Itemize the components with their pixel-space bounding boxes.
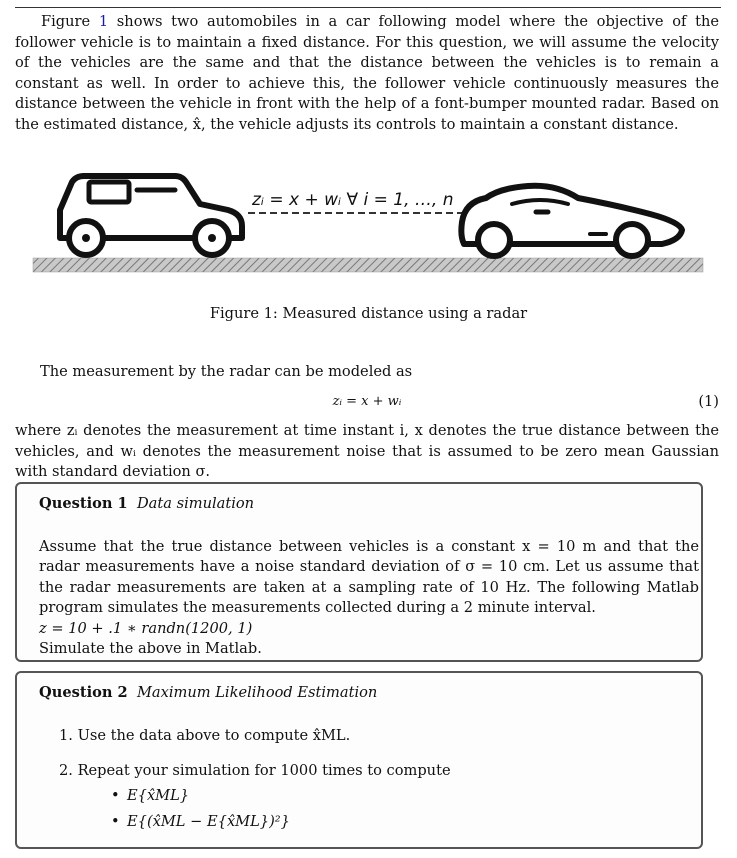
where-paragraph <box>15 421 719 483</box>
equation-row <box>15 392 719 412</box>
measurement-label: zᵢ = x + wᵢ ∀ i = 1, …, n <box>252 190 454 210</box>
question-1-instruction: Simulate the above in Matlab. <box>39 640 262 657</box>
car-following-illustration <box>0 160 737 280</box>
question-2-list <box>39 726 701 833</box>
follower-car-icon <box>60 176 242 255</box>
ground-hatch <box>33 258 703 272</box>
question-2-heading <box>39 683 701 704</box>
question-2-title: Maximum Likelihood Estimation <box>136 684 378 701</box>
question-2-item-1: 1. Use the data above to compute x̂ML. <box>59 726 351 744</box>
expectation-bullets <box>59 786 701 833</box>
figure-1 <box>0 160 737 280</box>
where-text: where zᵢ denotes the measurement at time instant i, x denotes the true distance between the vehicles, and wᵢ denotes the measurement noise that is assumed to be zero mean Gaussian with standard deviation σ. <box>15 422 719 480</box>
question-1-box <box>15 482 703 662</box>
intro-text-start: Figure <box>41 13 99 30</box>
question-1-body <box>39 537 699 660</box>
model-intro-text: The measurement by the radar can be modeled as <box>40 363 413 380</box>
equation-number: (1) <box>698 393 719 410</box>
question-1-description: Assume that the true distance between vehicles is a constant x = 10 m and that the radar measurements have a noise standard deviation of σ = 10 cm. Let us assume that the radar measurements are taken at a sampling rate of 10 Hz. The following Matlab program simulates the measurements collected during a 2 minute interval. <box>39 537 699 616</box>
equation-1: zᵢ = x + wᵢ <box>332 394 402 409</box>
bullet-expected-value: • E{x̂ML} <box>127 786 701 807</box>
question-1-label: Question 1 <box>39 495 128 512</box>
question-2-box <box>15 671 703 849</box>
question-1-title: Data simulation <box>136 495 255 512</box>
question-2-item-2 <box>59 761 701 833</box>
question-2-item-2-text: 2. Repeat your simulation for 1000 times to compute <box>59 762 451 779</box>
leader-car-icon <box>461 186 682 256</box>
bullet-variance: • E{(x̂ML − E{x̂ML})²} <box>127 812 701 833</box>
figure-reference-link[interactable]: 1 <box>98 13 109 30</box>
question-1-heading <box>39 494 701 515</box>
matlab-code-line: z = 10 + .1 ∗ randn(1200, 1) <box>39 619 253 637</box>
question-2-label: Question 2 <box>39 684 128 701</box>
intro-text-rest: shows two automobiles in a car following model where the objective of the follower vehicle is to maintain a fixed distance. For this question, we will assume the velocity of the vehicles are the same and that the distance between the vehicles is to remain a constant as well. In order to achieve this, the follower vehicle continuously measures the distance between the vehicle in front with the help of a font-bumper mounted radar. Based on the estimated distance, x̂, the vehicle adjusts its controls to maintain a constant distance. <box>15 13 719 133</box>
top-rule <box>15 7 721 8</box>
intro-paragraph <box>15 12 719 135</box>
figure-caption: Figure 1: Measured distance using a radar <box>209 305 528 322</box>
